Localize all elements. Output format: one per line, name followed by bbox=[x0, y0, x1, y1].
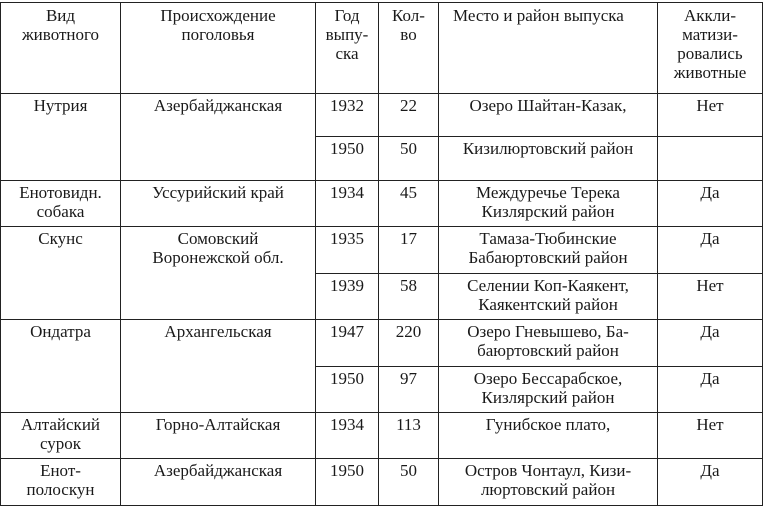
cell-origin: Азербайджанская bbox=[121, 459, 316, 506]
cell-year: 1934 bbox=[316, 180, 379, 226]
cell-acclimatized: Да bbox=[658, 320, 763, 366]
cell-year: 1950 bbox=[316, 459, 379, 506]
cell-place: Озеро Гневышево, Ба- баюртовский район bbox=[439, 320, 658, 366]
cell-animal bbox=[1, 137, 121, 180]
cell-acclimatized: Да bbox=[658, 366, 763, 412]
table-row bbox=[1, 227, 763, 273]
cell-place: Гунибское плато, bbox=[439, 412, 658, 458]
header-place: Место и район выпуска bbox=[439, 3, 658, 94]
cell-place: Тамаза-Тюбинские Бабаюртовский район bbox=[439, 227, 658, 273]
cell-origin: Уссурийский край bbox=[121, 180, 316, 226]
cell-place: Селении Коп-Каякент, Каякентский район bbox=[439, 273, 658, 319]
cell-origin bbox=[121, 273, 316, 319]
cell-origin bbox=[121, 137, 316, 180]
cell-acclimatized: Нет bbox=[658, 94, 763, 137]
cell-count: 22 bbox=[379, 94, 439, 137]
cell-count: 220 bbox=[379, 320, 439, 366]
cell-animal bbox=[1, 273, 121, 319]
cell-count: 45 bbox=[379, 180, 439, 226]
cell-animal bbox=[1, 366, 121, 412]
cell-acclimatized bbox=[658, 137, 763, 180]
cell-animal: Енот- полоскун bbox=[1, 459, 121, 506]
cell-year: 1935 bbox=[316, 227, 379, 273]
cell-origin: Архангельская bbox=[121, 320, 316, 366]
cell-animal: Ондатра bbox=[1, 320, 121, 366]
cell-origin bbox=[121, 366, 316, 412]
table-row bbox=[1, 273, 763, 319]
cell-animal: Енотовидн. собака bbox=[1, 180, 121, 226]
cell-count: 97 bbox=[379, 366, 439, 412]
cell-acclimatized: Да bbox=[658, 459, 763, 506]
cell-year: 1932 bbox=[316, 94, 379, 137]
cell-animal: Нутрия bbox=[1, 94, 121, 137]
table-row bbox=[1, 320, 763, 366]
cell-year: 1939 bbox=[316, 273, 379, 319]
cell-place: Озеро Бессарабское, Кизлярский район bbox=[439, 366, 658, 412]
cell-count: 50 bbox=[379, 459, 439, 506]
animal-release-table bbox=[0, 2, 763, 506]
cell-place: Кизилюртовский район bbox=[439, 137, 658, 180]
cell-year: 1950 bbox=[316, 137, 379, 180]
cell-acclimatized: Нет bbox=[658, 412, 763, 458]
table-row bbox=[1, 459, 763, 506]
cell-origin: Сомовский Воронежской обл. bbox=[121, 227, 316, 273]
table-row bbox=[1, 94, 763, 137]
cell-origin: Азербайджанская bbox=[121, 94, 316, 137]
cell-acclimatized: Нет bbox=[658, 273, 763, 319]
cell-place: Междуречье Терека Кизлярский район bbox=[439, 180, 658, 226]
table-row bbox=[1, 412, 763, 458]
header-origin: Происхождение поголовья bbox=[121, 3, 316, 94]
header-year: Год выпу- ска bbox=[316, 3, 379, 94]
table-header-row bbox=[1, 3, 763, 94]
cell-year: 1947 bbox=[316, 320, 379, 366]
cell-year: 1950 bbox=[316, 366, 379, 412]
cell-year: 1934 bbox=[316, 412, 379, 458]
cell-acclimatized: Да bbox=[658, 227, 763, 273]
cell-place: Остров Чонтаул, Кизи- люртовский район bbox=[439, 459, 658, 506]
cell-count: 58 bbox=[379, 273, 439, 319]
header-count: Кол- во bbox=[379, 3, 439, 94]
cell-animal: Алтайский сурок bbox=[1, 412, 121, 458]
cell-count: 50 bbox=[379, 137, 439, 180]
header-acclimatized: Аккли- матизи- ровались животные bbox=[658, 3, 763, 94]
table-row bbox=[1, 366, 763, 412]
cell-place: Озеро Шайтан-Казак, bbox=[439, 94, 658, 137]
table-row bbox=[1, 180, 763, 226]
cell-count: 113 bbox=[379, 412, 439, 458]
cell-count: 17 bbox=[379, 227, 439, 273]
cell-acclimatized: Да bbox=[658, 180, 763, 226]
cell-origin: Горно-Алтайская bbox=[121, 412, 316, 458]
cell-animal: Скунс bbox=[1, 227, 121, 273]
table-row bbox=[1, 137, 763, 180]
header-animal: Вид животного bbox=[1, 3, 121, 94]
